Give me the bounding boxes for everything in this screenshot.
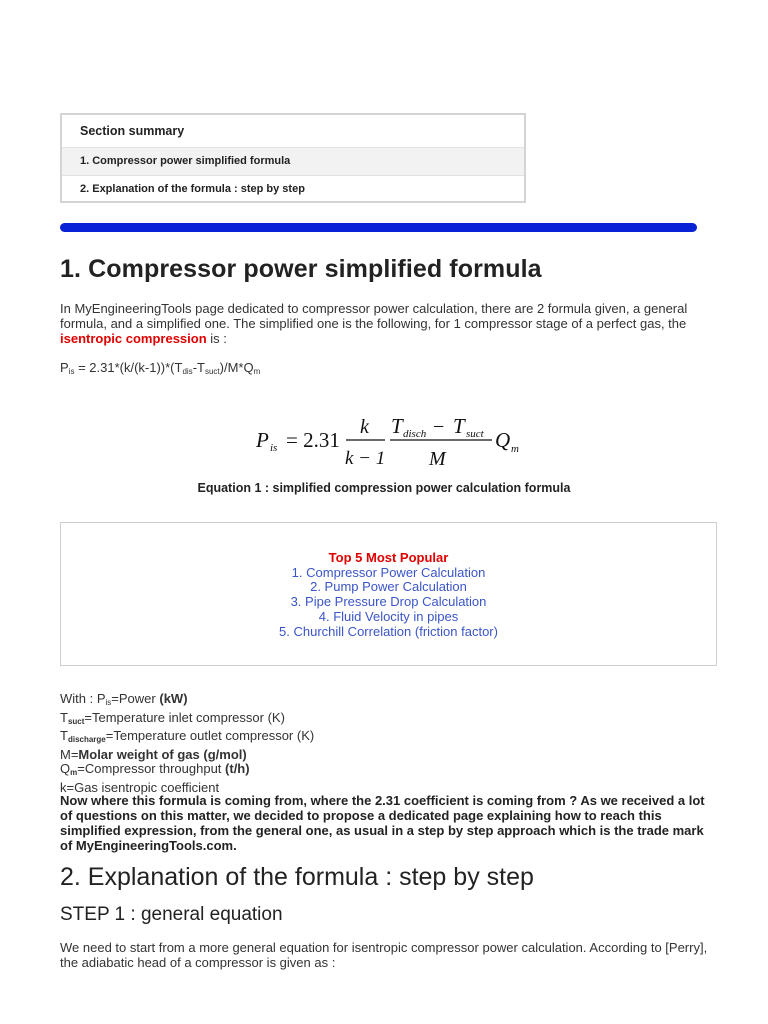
def-m-text: Molar weight of gas (g/mol): [78, 746, 247, 762]
def-qm-text: =Compressor throughput: [77, 761, 226, 777]
intro-text-1: In MyEngineeringTools page dedicated to compressor power calculation, there are 2 formula given, a general formula, and a simplified one. The simplified one is the following, for 1 compressor stage of a perfect gas, the: [60, 301, 688, 331]
summary-link-1[interactable]: 1. Compressor power simplified formula: [62, 148, 524, 176]
eq-k-denominator: k − 1: [345, 448, 386, 469]
eq-t-suct-sub: suct: [466, 428, 484, 440]
section-divider-bar: [60, 223, 697, 232]
def-power: [60, 692, 660, 711]
formula-dash: -T: [192, 360, 205, 375]
formula-tdis-sub: dis: [182, 367, 193, 376]
inline-formula: [60, 360, 710, 379]
def-tdis-t: T: [60, 728, 68, 744]
popular-link-1[interactable]: 1. Compressor Power Calculation: [291, 564, 486, 580]
formula-q-sub: m: [253, 367, 261, 376]
eq-t-disch: T: [391, 414, 403, 438]
equation-caption: Equation 1 : simplified compression power calculation formula: [197, 481, 571, 495]
summary-link-2[interactable]: 2. Explanation of the formula : step by step: [80, 183, 305, 195]
def-tsuct-sub: suct: [67, 716, 85, 726]
def-tsuct-t: T: [60, 709, 68, 725]
popular-link-2[interactable]: 2. Pump Power Calculation: [310, 579, 467, 595]
origin-question-paragraph: Now where this formula is coming from, where the 2.31 coefficient is coming from ? As we received a lot of questions on this matter, we decided to propose a dedicated page explaining how to reach this simplified expression, from the general one, as usual in a step by step approach which is the trade mark of MyEngineeringTools.com.: [60, 793, 705, 853]
def-tdis-text: =Temperature outlet compressor (K): [105, 728, 315, 744]
formula-mid: = 2.31*(k/(k-1))*(T: [74, 360, 183, 375]
eq-M: M: [429, 448, 446, 470]
variable-definitions: [60, 692, 660, 796]
def-qm-q: Q: [60, 761, 71, 777]
eq-P-sub: is: [270, 442, 278, 454]
intro-paragraph: [60, 301, 710, 346]
def-qm-sub: m: [70, 768, 78, 778]
top5-title: Top 5 Most Popular: [328, 550, 449, 565]
def-tdis-sub: discharge: [67, 735, 106, 745]
section-summary-title: Section summary: [62, 115, 524, 148]
eq-k-numerator: k: [360, 416, 369, 438]
formula-tsuct-sub: suct: [204, 367, 220, 376]
eq-Q: Q: [495, 428, 511, 452]
eq-t-suct: T: [453, 414, 465, 438]
def-m-prefix: M=: [60, 746, 79, 762]
def-tsuct: [60, 711, 660, 730]
def-qm-unit: (t/h): [225, 761, 250, 777]
section2-heading: 2. Explanation of the formula : step by step: [60, 863, 534, 891]
eq-minus: −: [433, 416, 445, 438]
def-power-unit: (kW): [159, 691, 188, 706]
def-power-text: =Power: [111, 691, 160, 706]
def-molar-weight: [60, 748, 660, 763]
def-with: With : P: [60, 691, 106, 706]
eq-Q-sub: m: [511, 443, 519, 455]
isentropic-compression-link[interactable]: isentropic compression: [60, 331, 207, 346]
formula-tail: )/M*Q: [219, 360, 254, 375]
formula-p: P: [60, 360, 69, 375]
formula-p-sub: is: [68, 367, 75, 376]
section1-heading: 1. Compressor power simplified formula: [60, 255, 542, 283]
top5-popular-box: [60, 522, 717, 666]
def-throughput: [60, 762, 660, 781]
step1-paragraph: We need to start from a more general equation for isentropic compressor power calculation. According to [Perry], the adiabatic head of a compressor is given as :: [60, 940, 708, 970]
def-pis-sub: is: [105, 698, 112, 707]
def-tsuct-text: =Temperature inlet compressor (K): [84, 709, 285, 725]
popular-link-4[interactable]: 4. Fluid Velocity in pipes: [318, 608, 459, 624]
intro-text-2: is :: [206, 331, 227, 346]
eq-t-disch-sub: disch: [403, 428, 427, 440]
section-summary: [60, 113, 526, 203]
compressor-power-equation-image: [250, 406, 540, 470]
def-tdis: [60, 729, 660, 748]
step1-heading: STEP 1 : general equation: [60, 904, 283, 925]
popular-link-3[interactable]: 3. Pipe Pressure Drop Calculation: [290, 594, 487, 610]
eq-P: P: [256, 428, 269, 452]
popular-link-5[interactable]: 5. Churchill Correlation (friction factor): [279, 623, 498, 639]
eq-constant: = 2.31: [286, 428, 340, 452]
def-k: k=Gas isentropic coefficient: [60, 779, 220, 795]
